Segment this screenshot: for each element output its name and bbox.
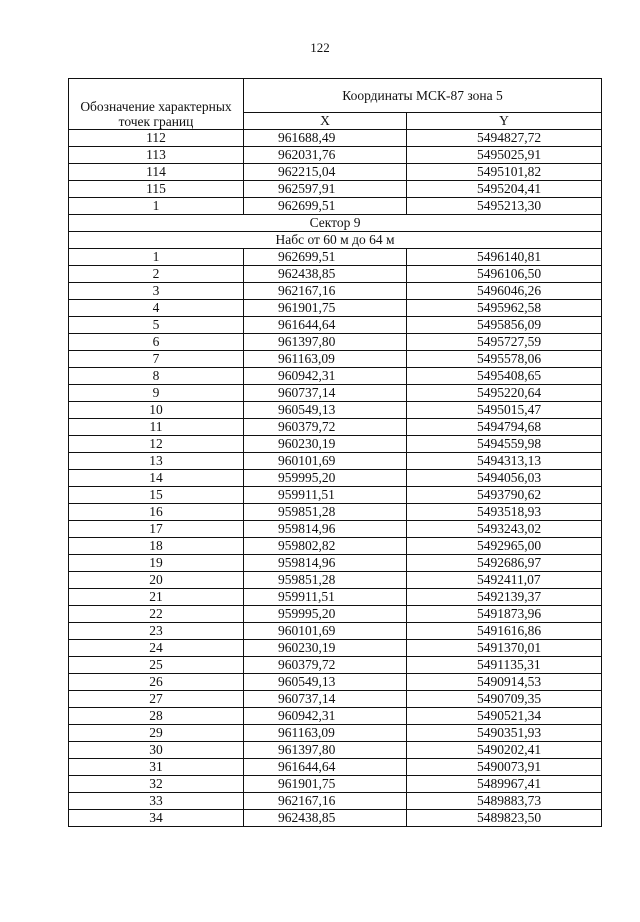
y-coordinate-cell: 5490073,91: [407, 759, 602, 776]
x-coordinate-cell: 961644,64: [244, 759, 407, 776]
table-row: [69, 742, 602, 759]
point-id-cell: 5: [69, 317, 244, 334]
y-coordinate-cell: 5495101,82: [407, 164, 602, 181]
y-coordinate-cell: 5492411,07: [407, 572, 602, 589]
rows-before-sector: [69, 130, 602, 215]
x-coordinate-cell: 962031,76: [244, 147, 407, 164]
table-row: [69, 776, 602, 793]
point-id-cell: 4: [69, 300, 244, 317]
coordinates-table: [68, 78, 602, 827]
point-id-cell: 115: [69, 181, 244, 198]
table-row: [69, 708, 602, 725]
point-id-cell: 10: [69, 402, 244, 419]
point-id-cell: 1: [69, 198, 244, 215]
point-id-cell: 16: [69, 504, 244, 521]
point-id-cell: 13: [69, 453, 244, 470]
y-coordinate-cell: 5492139,37: [407, 589, 602, 606]
x-coordinate-cell: 960379,72: [244, 657, 407, 674]
table-row: [69, 810, 602, 827]
point-id-cell: 14: [69, 470, 244, 487]
x-coordinate-cell: 962167,16: [244, 793, 407, 810]
y-coordinate-cell: 5496140,81: [407, 249, 602, 266]
y-coordinate-cell: 5493518,93: [407, 504, 602, 521]
table-row: [69, 674, 602, 691]
y-coordinate-cell: 5490709,35: [407, 691, 602, 708]
y-coordinate-cell: 5492686,97: [407, 555, 602, 572]
point-id-cell: 3: [69, 283, 244, 300]
table-row: [69, 470, 602, 487]
x-coordinate-cell: 960549,13: [244, 402, 407, 419]
x-coordinate-cell: 960230,19: [244, 436, 407, 453]
table-row: [69, 164, 602, 181]
x-coordinate-cell: 959911,51: [244, 487, 407, 504]
x-coordinate-cell: 961163,09: [244, 725, 407, 742]
x-coordinate-cell: 962699,51: [244, 198, 407, 215]
x-coordinate-cell: 962167,16: [244, 283, 407, 300]
x-coordinate-cell: 961163,09: [244, 351, 407, 368]
point-id-cell: 27: [69, 691, 244, 708]
y-coordinate-cell: 5495408,65: [407, 368, 602, 385]
table-row: [69, 317, 602, 334]
y-coordinate-cell: 5490914,53: [407, 674, 602, 691]
table-row: [69, 640, 602, 657]
point-id-cell: 6: [69, 334, 244, 351]
y-coordinate-cell: 5490202,41: [407, 742, 602, 759]
point-id-cell: 15: [69, 487, 244, 504]
point-id-cell: 9: [69, 385, 244, 402]
table-row: [69, 147, 602, 164]
x-coordinate-cell: 962699,51: [244, 249, 407, 266]
point-id-cell: 28: [69, 708, 244, 725]
height-range: Набс от 60 м до 64 м: [69, 232, 602, 249]
y-coordinate-cell: 5489883,73: [407, 793, 602, 810]
table-row: [69, 300, 602, 317]
x-coordinate-cell: 961644,64: [244, 317, 407, 334]
y-coordinate-cell: 5491873,96: [407, 606, 602, 623]
y-coordinate-cell: 5490351,93: [407, 725, 602, 742]
table-row: [69, 419, 602, 436]
point-id-cell: 32: [69, 776, 244, 793]
table-row: [69, 589, 602, 606]
table-row: [69, 538, 602, 555]
y-coordinate-cell: 5490521,34: [407, 708, 602, 725]
table-row: [69, 402, 602, 419]
x-coordinate-cell: 959851,28: [244, 572, 407, 589]
table-row: [69, 725, 602, 742]
x-coordinate-cell: 960737,14: [244, 385, 407, 402]
table-row: [69, 436, 602, 453]
point-id-cell: 20: [69, 572, 244, 589]
x-coordinate-cell: 960101,69: [244, 453, 407, 470]
y-coordinate-cell: 5491370,01: [407, 640, 602, 657]
y-coordinate-cell: 5493790,62: [407, 487, 602, 504]
x-coordinate-cell: 959995,20: [244, 606, 407, 623]
table-row: [69, 793, 602, 810]
x-coordinate-cell: 960101,69: [244, 623, 407, 640]
table-row: [69, 368, 602, 385]
y-coordinate-cell: 5495213,30: [407, 198, 602, 215]
table-row: [69, 504, 602, 521]
y-coordinate-cell: 5495962,58: [407, 300, 602, 317]
x-coordinate-cell: 960942,31: [244, 368, 407, 385]
x-coordinate-cell: 959802,82: [244, 538, 407, 555]
rows-after-sector: [69, 249, 602, 827]
point-id-cell: 8: [69, 368, 244, 385]
y-coordinate-cell: 5495856,09: [407, 317, 602, 334]
point-id-cell: 26: [69, 674, 244, 691]
point-id-cell: 7: [69, 351, 244, 368]
x-coordinate-cell: 959911,51: [244, 589, 407, 606]
x-coordinate-cell: 959851,28: [244, 504, 407, 521]
x-coordinate-cell: 959995,20: [244, 470, 407, 487]
y-coordinate-cell: 5496046,26: [407, 283, 602, 300]
y-coordinate-cell: 5489967,41: [407, 776, 602, 793]
x-coordinate-cell: 961901,75: [244, 300, 407, 317]
point-id-cell: 34: [69, 810, 244, 827]
x-coordinate-cell: 961397,80: [244, 334, 407, 351]
point-id-cell: 23: [69, 623, 244, 640]
point-id-cell: 19: [69, 555, 244, 572]
point-id-cell: 33: [69, 793, 244, 810]
table-row: [69, 266, 602, 283]
x-coordinate-cell: 960942,31: [244, 708, 407, 725]
table-row: [69, 623, 602, 640]
point-id-cell: 21: [69, 589, 244, 606]
points-column-header: Обозначение характерных точек границ: [69, 79, 244, 130]
y-coordinate-cell: 5494056,03: [407, 470, 602, 487]
point-id-cell: 18: [69, 538, 244, 555]
x-coordinate-cell: 961901,75: [244, 776, 407, 793]
point-id-cell: 12: [69, 436, 244, 453]
x-coordinate-cell: 960379,72: [244, 419, 407, 436]
x-coordinate-cell: 960549,13: [244, 674, 407, 691]
y-column-header: Y: [407, 113, 602, 130]
sector-section: [69, 215, 602, 249]
table-row: [69, 606, 602, 623]
x-coordinate-cell: 962438,85: [244, 810, 407, 827]
point-id-cell: 29: [69, 725, 244, 742]
coordinates-column-header: Координаты МСК-87 зона 5: [244, 79, 602, 113]
table-row: [69, 249, 602, 266]
point-id-cell: 30: [69, 742, 244, 759]
y-coordinate-cell: 5492965,00: [407, 538, 602, 555]
point-id-cell: 17: [69, 521, 244, 538]
table-row: [69, 487, 602, 504]
point-id-cell: 24: [69, 640, 244, 657]
point-id-cell: 11: [69, 419, 244, 436]
table-row: [69, 385, 602, 402]
y-coordinate-cell: 5495015,47: [407, 402, 602, 419]
table-row: [69, 453, 602, 470]
point-id-cell: 113: [69, 147, 244, 164]
x-coordinate-cell: 962438,85: [244, 266, 407, 283]
y-coordinate-cell: 5491135,31: [407, 657, 602, 674]
table-row: [69, 759, 602, 776]
point-id-cell: 25: [69, 657, 244, 674]
x-coordinate-cell: 959814,96: [244, 521, 407, 538]
table-row: [69, 351, 602, 368]
y-coordinate-cell: 5494794,68: [407, 419, 602, 436]
table-row: [69, 334, 602, 351]
point-id-cell: 2: [69, 266, 244, 283]
table-row: [69, 555, 602, 572]
table-row: [69, 691, 602, 708]
x-coordinate-cell: 961397,80: [244, 742, 407, 759]
table-row: [69, 657, 602, 674]
y-coordinate-cell: 5495220,64: [407, 385, 602, 402]
sector-title: Сектор 9: [69, 215, 602, 232]
x-coordinate-cell: 960230,19: [244, 640, 407, 657]
point-id-cell: 114: [69, 164, 244, 181]
table-row: [69, 130, 602, 147]
y-coordinate-cell: 5495578,06: [407, 351, 602, 368]
x-coordinate-cell: 962215,04: [244, 164, 407, 181]
y-coordinate-cell: 5494313,13: [407, 453, 602, 470]
point-id-cell: 112: [69, 130, 244, 147]
y-coordinate-cell: 5495727,59: [407, 334, 602, 351]
y-coordinate-cell: 5494559,98: [407, 436, 602, 453]
table-row: [69, 283, 602, 300]
x-coordinate-cell: 960737,14: [244, 691, 407, 708]
y-coordinate-cell: 5493243,02: [407, 521, 602, 538]
x-coordinate-cell: 962597,91: [244, 181, 407, 198]
page-number: 122: [310, 40, 330, 55]
point-id-cell: 22: [69, 606, 244, 623]
point-id-cell: 1: [69, 249, 244, 266]
y-coordinate-cell: 5489823,50: [407, 810, 602, 827]
y-coordinate-cell: 5496106,50: [407, 266, 602, 283]
table-row: [69, 572, 602, 589]
y-coordinate-cell: 5495025,91: [407, 147, 602, 164]
x-column-header: X: [244, 113, 407, 130]
x-coordinate-cell: 961688,49: [244, 130, 407, 147]
table-row: [69, 521, 602, 538]
y-coordinate-cell: 5495204,41: [407, 181, 602, 198]
table-header: [69, 79, 602, 130]
x-coordinate-cell: 959814,96: [244, 555, 407, 572]
y-coordinate-cell: 5494827,72: [407, 130, 602, 147]
table-row: [69, 198, 602, 215]
y-coordinate-cell: 5491616,86: [407, 623, 602, 640]
point-id-cell: 31: [69, 759, 244, 776]
table-row: [69, 181, 602, 198]
